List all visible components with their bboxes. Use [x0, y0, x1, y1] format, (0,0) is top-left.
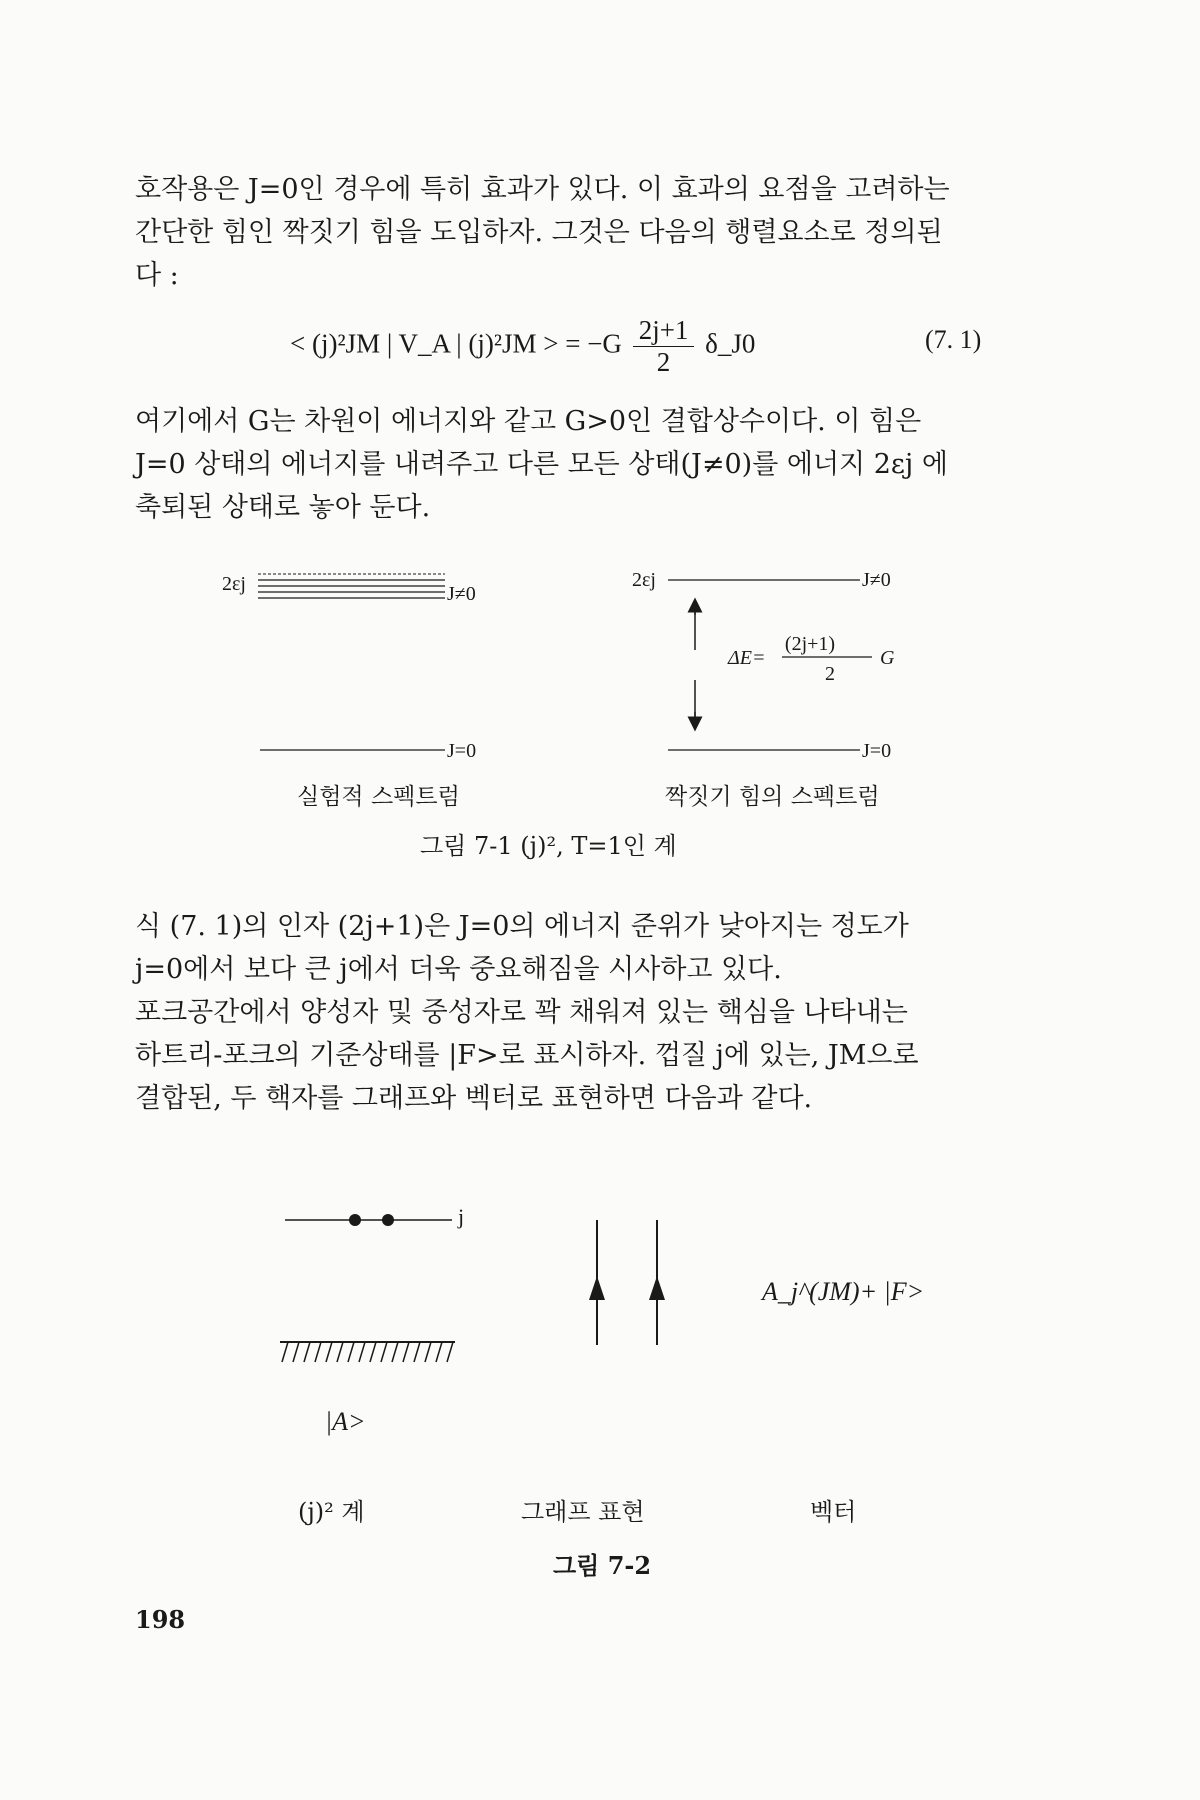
text-line: 하트리-포크의 기준상태를 |F>로 표시하자. 껍질 j에 있는, JM으로: [135, 1040, 919, 1071]
left-top-state-label: J≠0: [447, 583, 476, 605]
equation-number: (7. 1): [925, 325, 982, 354]
left-bottom-state-label: J=0: [447, 740, 477, 762]
right-top-state-label: J≠0: [862, 569, 891, 591]
nucleon-dot: [382, 1214, 394, 1226]
arrow-up-icon: [649, 1276, 665, 1300]
equation-frac-den: 2: [656, 347, 671, 377]
vector-expression: A_j^(JM)+ |F>: [762, 1277, 925, 1306]
vector-lines: [589, 1220, 665, 1345]
text-line: j=0에서 보다 큰 j에서 더욱 중요해짐을 시사하고 있다.: [135, 954, 782, 985]
right-top-level-label: 2εj: [632, 569, 656, 591]
left-top-level-label: 2εj: [222, 573, 246, 595]
text-line: 축퇴된 상태로 놓아 둔다.: [135, 492, 431, 523]
state-a-label: |A>: [325, 1407, 366, 1436]
delta-e-numerator: (2j+1): [784, 633, 836, 655]
arrow-up-icon: [589, 1276, 605, 1300]
figure-7-1-caption: 그림 7-1 (j)², T=1인 계: [420, 832, 677, 860]
text-line: 호작용은 J=0인 경우에 특히 효과가 있다. 이 효과의 요점을 고려하는: [135, 174, 950, 205]
delta-e-label: ΔE=: [728, 647, 766, 669]
level-j-label: j: [458, 1204, 465, 1229]
pairing-spectrum: [632, 569, 895, 762]
graph-representation: [280, 1204, 464, 1436]
text-line: 결합된, 두 핵자를 그래프와 벡터로 표현하면 다음과 같다.: [135, 1083, 813, 1114]
equation-lhs: < (j)²JM | V_A | (j)²JM > = −G: [290, 328, 622, 359]
paragraph-3: [135, 905, 1015, 1120]
system-caption: (j)² 계: [298, 1498, 365, 1526]
delta-e-g: G: [880, 647, 895, 669]
text-line: J=0 상태의 에너지를 내려주고 다른 모든 상태(J≠0)를 에너지 2εj 에: [135, 449, 948, 480]
nucleon-dot: [349, 1214, 361, 1226]
figure-7-2-caption: 그림 7-2: [553, 1551, 652, 1580]
text-line: 식 (7. 1)의 인자 (2j+1)은 J=0의 에너지 준위가 낮아지는 정도가: [135, 911, 909, 942]
vector-caption: 벡터: [810, 1498, 857, 1526]
equation-tail: δ_J0: [705, 328, 756, 359]
experimental-spectrum: [222, 573, 476, 762]
graph-caption: 그래프 표현: [521, 1498, 645, 1526]
core-hatching: [282, 1342, 453, 1362]
text-line: 간단한 힘인 짝짓기 힘을 도입하자. 그것은 다음의 행렬요소로 정의된: [135, 217, 943, 248]
experimental-spectrum-caption: 실험적 스펙트럼: [297, 784, 460, 810]
text-line: 여기에서 G는 차원이 에너지와 같고 G>0인 결합상수이다. 이 힘은: [135, 406, 922, 437]
pairing-spectrum-caption: 짝짓기 힘의 스펙트럼: [665, 784, 880, 810]
delta-e-denominator: 2: [825, 663, 835, 685]
right-bottom-state-label: J=0: [862, 740, 892, 762]
equation-frac-num: 2j+1: [633, 315, 695, 347]
text-line: 포크공간에서 양성자 및 중성자로 꽉 채워져 있는 핵심을 나타내는: [135, 997, 908, 1028]
page-number: 198: [135, 1605, 186, 1634]
text-line: 다 :: [135, 260, 179, 291]
